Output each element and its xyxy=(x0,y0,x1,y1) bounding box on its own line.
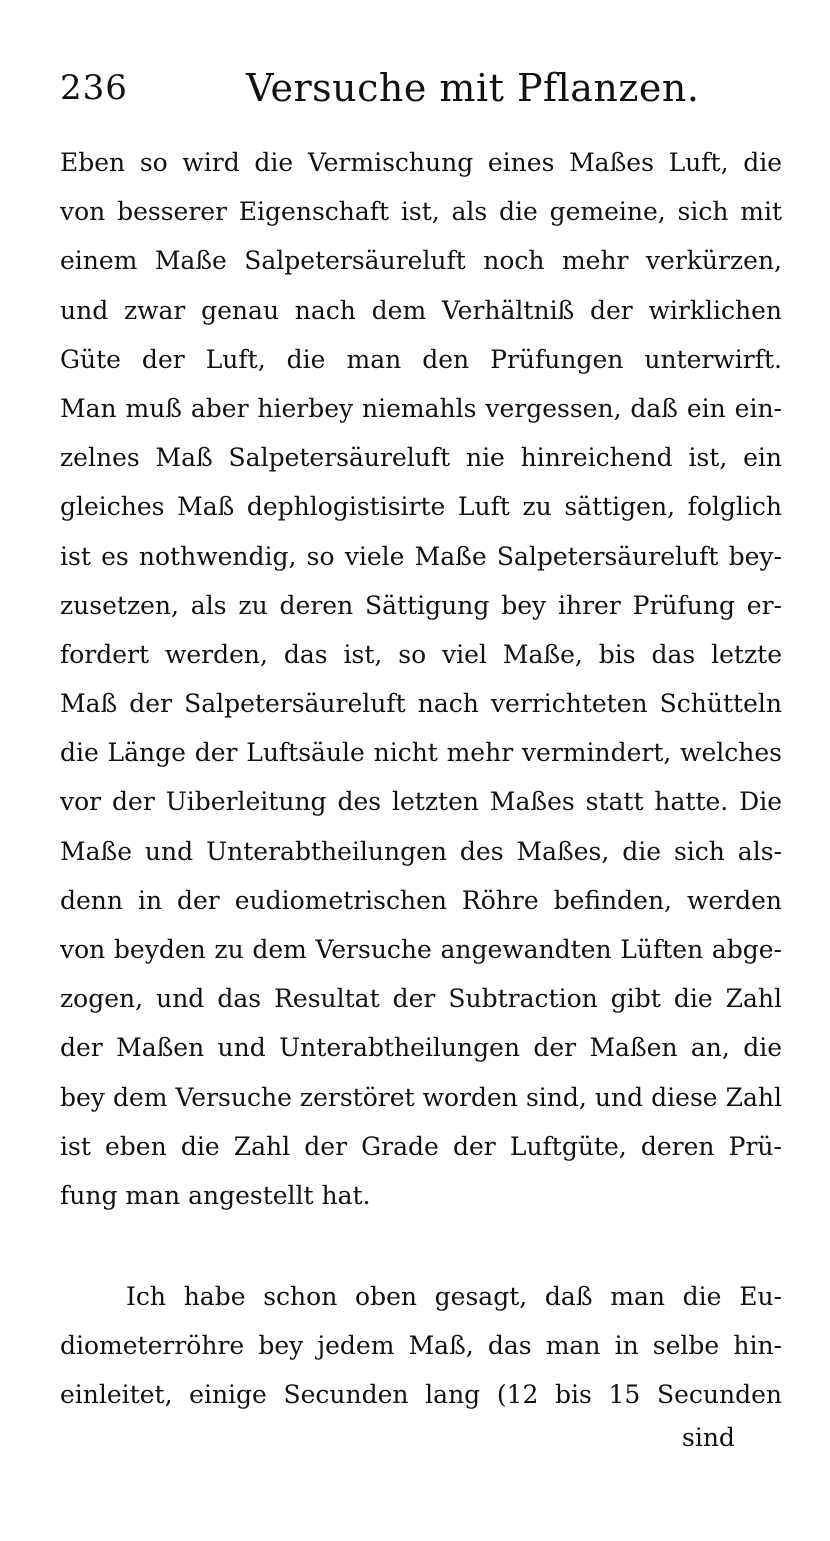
page-header xyxy=(60,58,780,118)
text-line: Maß der Salpetersäureluft nach verrichteten Schütteln xyxy=(60,689,782,719)
text-line: ist es nothwendig, so viele Maße Salpetersäureluft bey- xyxy=(60,541,782,571)
text-line: Eben so wird die Vermischung eines Maßes Luft, die xyxy=(60,148,782,177)
text-line: fordert werden, das ist, so viel Maße, bis das letzte xyxy=(60,639,782,669)
text-line: einleitet, einige Secunden lang (12 bis 15 Secunden xyxy=(60,1380,782,1410)
text-line: Maße und Unterabtheilungen des Maßes, die sich als- xyxy=(60,836,782,866)
text-line: Güte der Luft, die man den Prüfungen unterwirft. xyxy=(60,344,782,374)
text-line: zusetzen, als zu deren Sättigung bey ihrer Prüfung er- xyxy=(60,590,782,620)
text-line: der Maßen und Unterabtheilungen der Maßen an, die xyxy=(60,1033,782,1063)
text-line: von beyden zu dem Versuche angewandten Lüften abge- xyxy=(60,935,782,964)
text-line: diometerröhre bey jedem Maß, das man in selbe hin- xyxy=(60,1331,782,1361)
running-title: Versuche mit Pflanzen. xyxy=(246,66,700,110)
text-line: und zwar genau nach dem Verhältniß der wirklichen xyxy=(60,295,782,325)
text-line: einem Maße Salpetersäureluft noch mehr verkürzen, xyxy=(60,246,782,276)
text-line: zelnes Maß Salpetersäureluft nie hinreichend ist, ein xyxy=(60,443,782,473)
text-line: von besserer Eigenschaft ist, als die gemeine, sich mit xyxy=(60,197,782,227)
paragraph-2 xyxy=(60,1272,782,1420)
text-line: fung man angestellt hat. xyxy=(60,1180,371,1210)
text-line: bey dem Versuche zerstöret worden sind, und diese Zahl xyxy=(60,1082,782,1112)
text-line: Ich habe schon oben gesagt, daß man die Eu- xyxy=(126,1282,782,1311)
text-line: Man muß aber hierbey niemahls vergessen, daß ein ein- xyxy=(60,393,782,423)
page-number: 236 xyxy=(60,68,128,108)
catchword: sind xyxy=(682,1423,735,1452)
text-line: die Länge der Luftsäule nicht mehr vermindert, welches xyxy=(60,738,782,768)
paragraph-1 xyxy=(60,138,782,1220)
text-line: gleiches Maß dephlogistisirte Luft zu sättigen, folglich xyxy=(60,492,782,522)
text-line: vor der Uiberleitung des letzten Maßes statt hatte. Die xyxy=(60,787,782,817)
text-line: zogen, und das Resultat der Subtraction gibt die Zahl xyxy=(60,984,782,1014)
text-line: denn in der eudiometrischen Röhre befinden, werden xyxy=(60,885,782,915)
text-line: ist eben die Zahl der Grade der Luftgüte, deren Prü- xyxy=(60,1131,782,1161)
